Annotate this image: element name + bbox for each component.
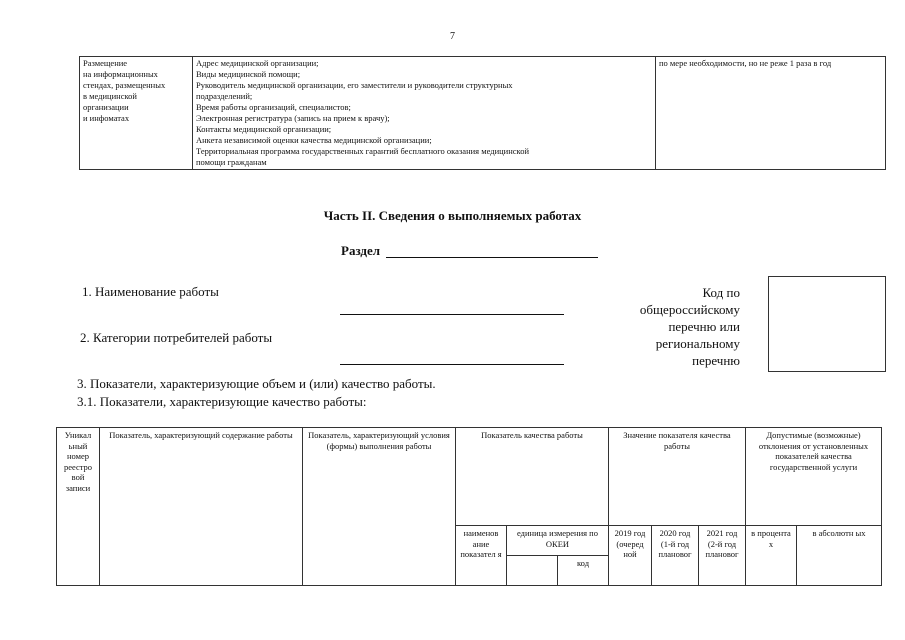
- content-line: Контакты медицинской организации;: [196, 124, 332, 134]
- deviations-header: Допустимые (возможные) отклонения от установленных показателей качества государственной услуги: [746, 428, 882, 526]
- section-label: Раздел: [341, 243, 381, 258]
- work-name-blank[interactable]: [340, 314, 564, 315]
- placement-line: Размещение: [83, 58, 128, 68]
- section-blank-line[interactable]: [386, 257, 598, 258]
- placement-line: на информационных: [83, 69, 158, 79]
- quality-indicators-heading: 3.1. Показатели, характеризующие качество работы:: [77, 394, 367, 409]
- quality-indicators-table: [56, 427, 882, 586]
- placement-line: и инфоматах: [83, 113, 130, 123]
- content-line: Электронная регистратура (запись на прием к врачу);: [196, 113, 390, 123]
- code-label-line: перечню: [692, 353, 740, 368]
- work-name-label: 1. Наименование работы: [82, 284, 219, 299]
- unit-header: единица измерения по ОКЕИ: [507, 526, 609, 556]
- year-2019-header: 2019 год (очеред ной: [609, 526, 652, 586]
- content-line: Территориальная программа государственных гарантий бесплатного оказания медицинской: [196, 146, 530, 156]
- unit-code-header: код: [558, 556, 609, 586]
- code-label: [590, 284, 740, 369]
- content-cell: [193, 57, 656, 170]
- code-label-line: Код по: [702, 285, 740, 300]
- indicator-name-header: наименов ание показател я: [456, 526, 507, 586]
- table-row: [57, 428, 882, 526]
- quality-value-header: Значение показателя качества работы: [609, 428, 746, 526]
- unit-name-cell: [507, 556, 558, 586]
- year-2020-header: 2020 год (1-й год плановог: [652, 526, 699, 586]
- content-line: помощи гражданам: [196, 157, 267, 167]
- code-box[interactable]: [768, 276, 886, 372]
- placement-line: в медицинской: [83, 91, 137, 101]
- placement-cell: [80, 57, 193, 170]
- content-line: Анкета независимой оценки качества медицинской организации;: [196, 135, 432, 145]
- content-line: Виды медицинской помощи;: [196, 69, 301, 79]
- content-line: Адрес медицинской организации;: [196, 58, 319, 68]
- absolute-header: в абсолютн ых: [797, 526, 882, 586]
- code-label-line: общероссийскому: [639, 302, 740, 317]
- year-2021-header: 2021 год (2-й год плановог: [699, 526, 746, 586]
- frequency-cell: по мере необходимости, но не реже 1 раза в год: [656, 57, 886, 170]
- percent-header: в процента х: [746, 526, 797, 586]
- content-line: подразделений;: [196, 91, 253, 101]
- content-line: Время работы организаций, специалистов;: [196, 102, 351, 112]
- placement-line: стендах, размещенных: [83, 80, 166, 90]
- code-label-line: региональному: [655, 336, 740, 351]
- content-indicator-header: Показатель, характеризующий содержание работы: [100, 428, 303, 586]
- info-placement-table: [79, 56, 886, 170]
- code-label-line: перечню или: [668, 319, 740, 334]
- quality-indicator-header: Показатель качества работы: [456, 428, 609, 526]
- part-heading: Часть II. Сведения о выполняемых работах: [323, 208, 582, 223]
- conditions-indicator-header: Показатель, характеризующий условия (формы) выполнения работы: [303, 428, 456, 586]
- table-row: [80, 57, 886, 170]
- consumer-category-blank[interactable]: [340, 364, 564, 365]
- content-line: Руководитель медицинской организации, его заместители и руководители структурных: [196, 80, 513, 90]
- placement-line: организации: [83, 102, 129, 112]
- consumer-category-label: 2. Категории потребителей работы: [80, 330, 273, 345]
- indicators-heading: 3. Показатели, характеризующие объем и (или) качество работы.: [77, 376, 436, 391]
- page-number: 7: [450, 31, 455, 42]
- unique-number-header: Уникал ьный номер реестро вой записи: [57, 428, 100, 586]
